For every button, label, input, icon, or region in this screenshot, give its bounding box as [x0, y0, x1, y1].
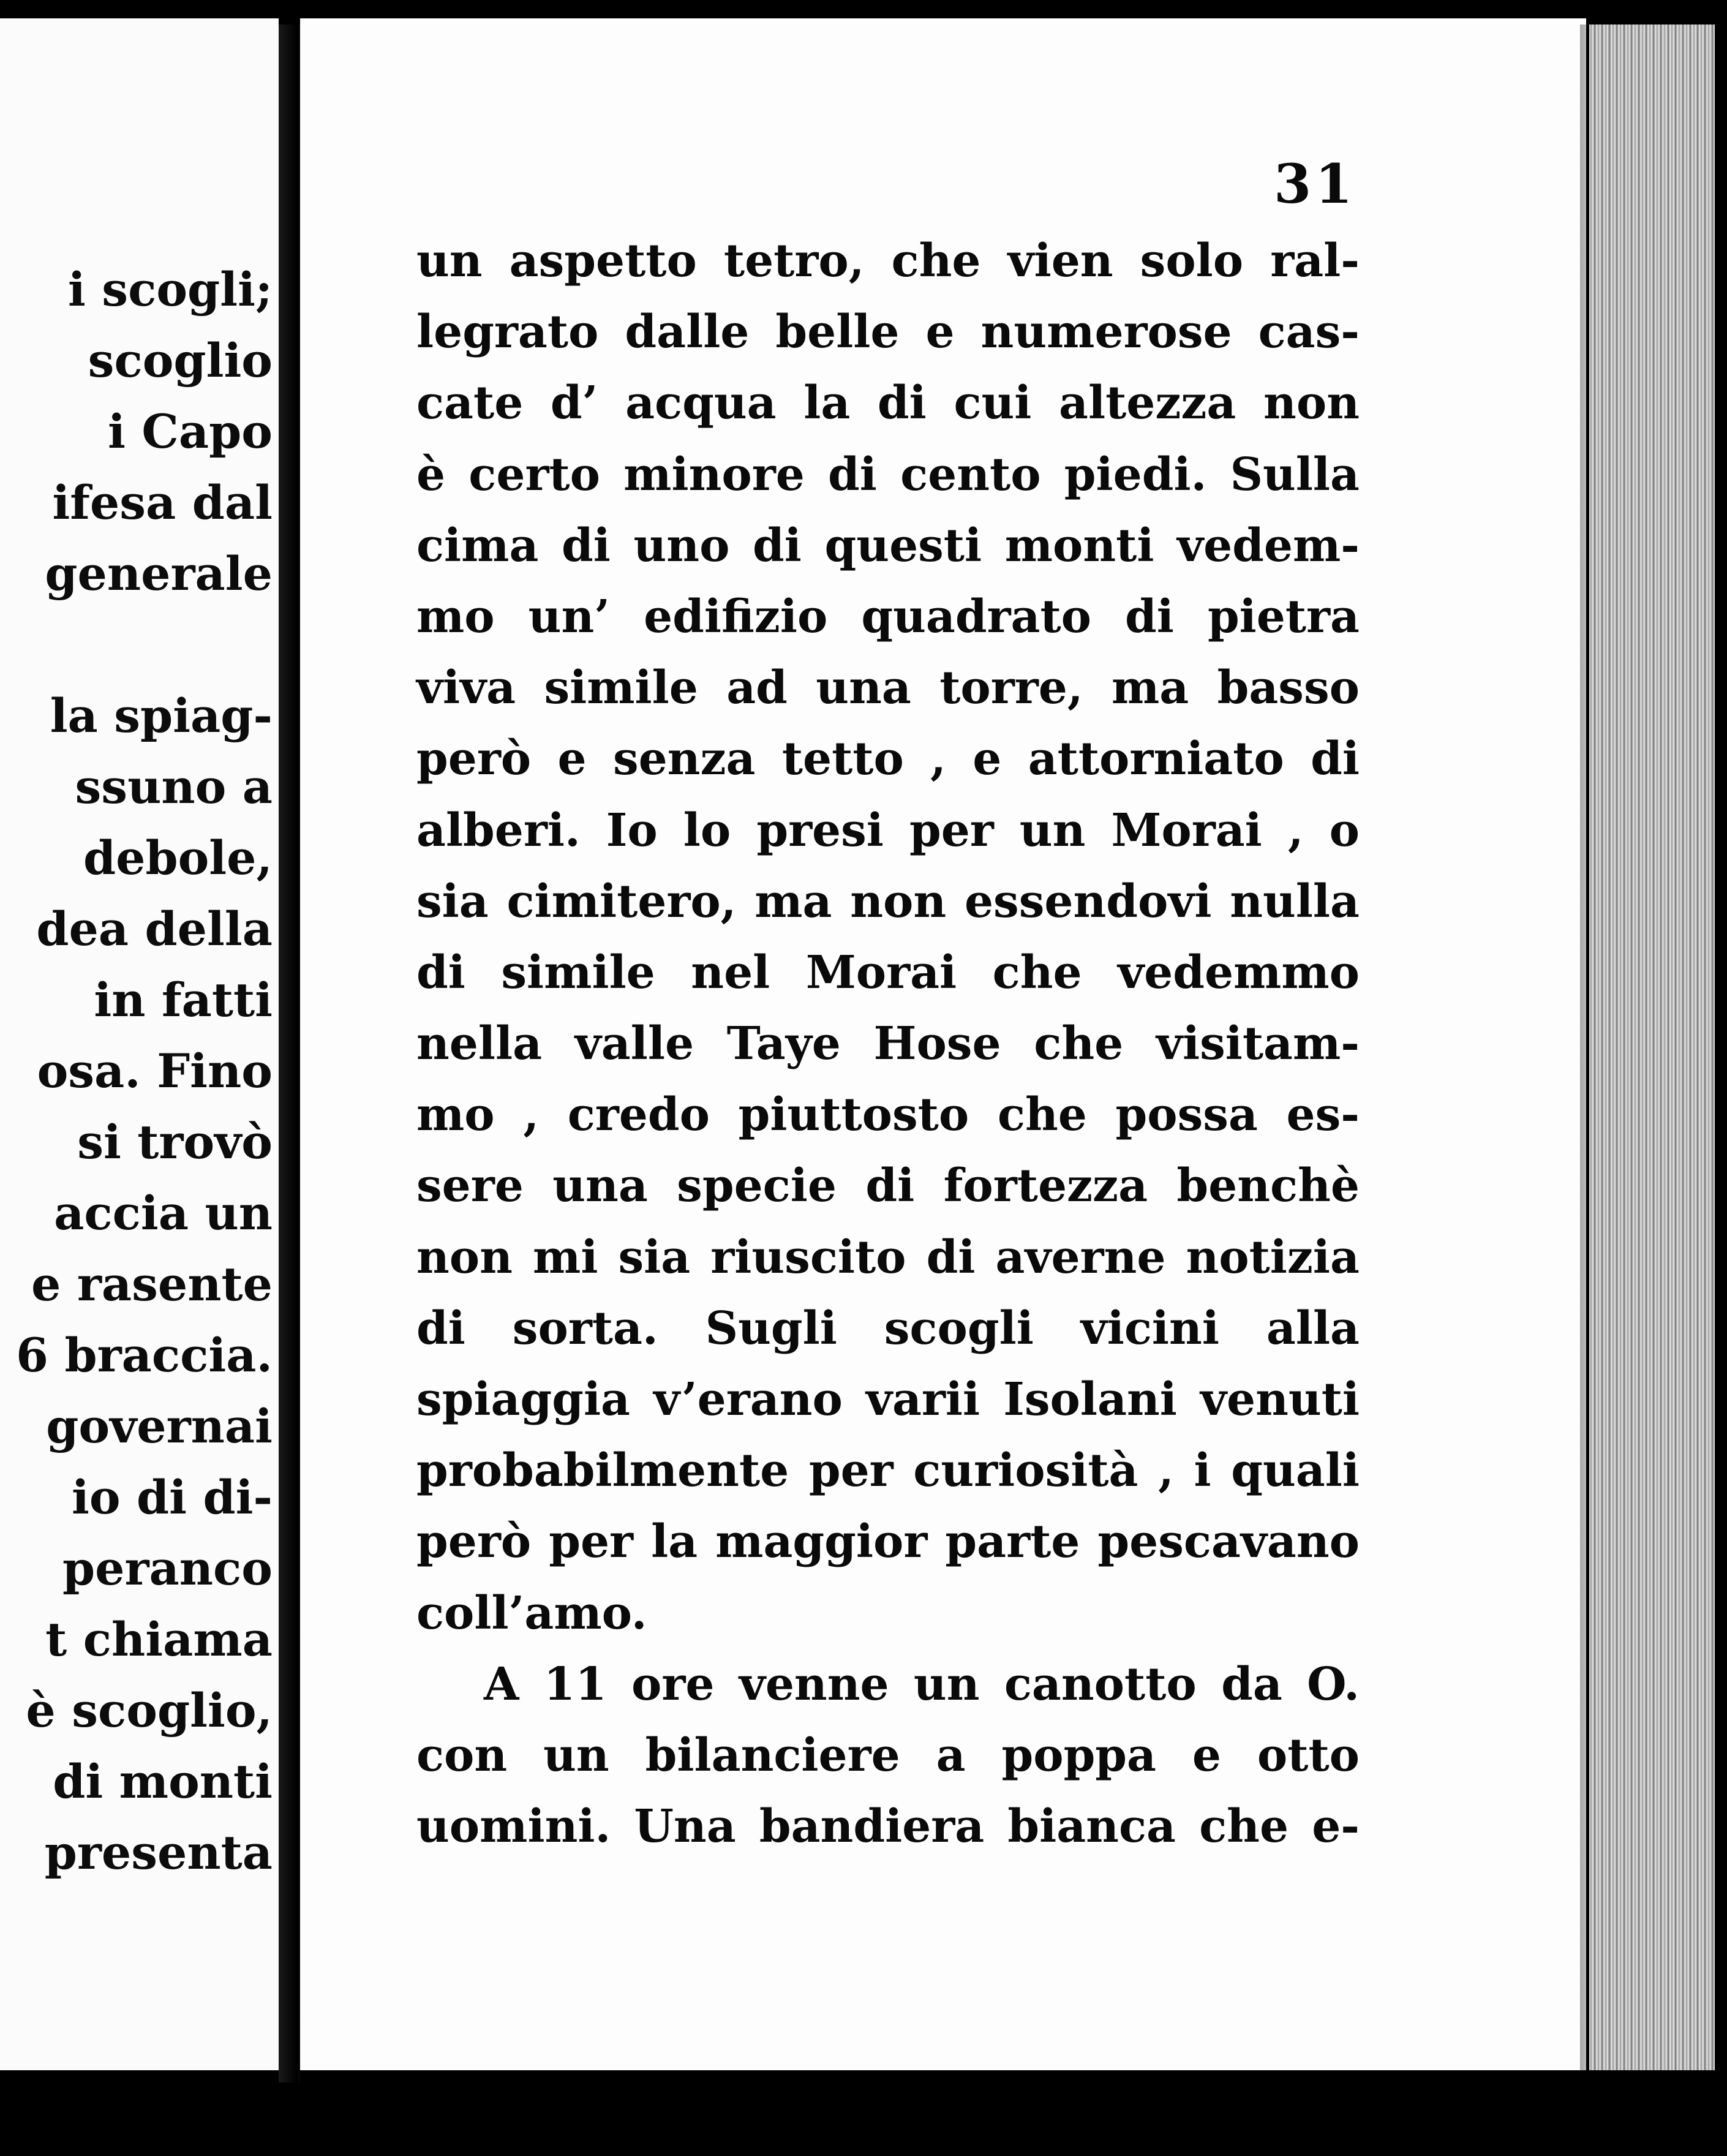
text-line: alberi. Io lo presi per un Morai , o [416, 804, 1360, 857]
text-line: mo un’ edifizio quadrato di pietra [416, 590, 1360, 643]
text-line: di sorta. Sugli scogli vicini alla [416, 1302, 1360, 1355]
text-line: mo , credo piuttosto che possa es- [416, 1088, 1360, 1142]
text-line: cate d’ acqua la di cui altezza non [416, 377, 1360, 430]
left-page-text [0, 254, 279, 1888]
text-line: A 11 ore venne un canotto da O. [484, 1657, 1360, 1711]
left-page-line: ifesa dal [52, 475, 273, 530]
text-line: sia cimitero, ma non essendovi nulla [416, 875, 1360, 928]
text-line: spiaggia v’erano varii Isolani venuti [416, 1373, 1360, 1426]
text-line: legrato dalle belle e numerose cas- [416, 306, 1360, 359]
text-line: però per la maggior parte pescavano [416, 1515, 1360, 1569]
text-line: di simile nel Morai che vedemmo [416, 946, 1360, 999]
left-page-line: 6 braccia. [16, 1328, 273, 1382]
text-line: coll’amo. [416, 1586, 647, 1640]
left-page-line: generale [45, 546, 273, 601]
left-page-line: peranco [62, 1541, 273, 1596]
body-text [416, 225, 1360, 1862]
left-page-line: dea della [36, 902, 273, 956]
left-page-line: scoglio [88, 333, 273, 388]
text-line: è certo minore di cento piedi. Sulla [416, 448, 1360, 501]
left-page-line: e rasente [31, 1257, 273, 1311]
left-page-line: governai [46, 1399, 273, 1453]
text-line: viva simile ad una torre, ma basso [416, 662, 1360, 715]
page-block-edge [1589, 24, 1715, 2119]
left-page-line: in fatti [94, 973, 273, 1027]
text-line: non mi sia riuscito di averne notizia [416, 1231, 1360, 1284]
left-page-line: la spiag- [50, 688, 273, 743]
left-page-line: i Capo [108, 404, 273, 459]
left-page-line: i scogli; [67, 262, 273, 317]
text-line: però e senza tetto , e attorniato di [416, 733, 1360, 786]
page-number: 31 [1274, 152, 1356, 216]
left-page-line: io di di- [71, 1470, 273, 1525]
text-line: con un bilanciere a poppa e otto [416, 1728, 1360, 1782]
left-page-line: ssuno a [75, 760, 273, 814]
left-page-line: è scoglio, [26, 1683, 273, 1738]
left-page-line: presenta [44, 1825, 273, 1880]
text-line: un aspetto tetro, che vien solo ral- [416, 235, 1360, 287]
text-line: sere una specie di fortezza benchè [416, 1159, 1360, 1213]
left-page-line: debole, [83, 831, 273, 885]
left-page-line: si trovò [77, 1115, 273, 1169]
text-line: uomini. Una bandiera bianca che e- [416, 1800, 1360, 1853]
left-page-line: accia un [54, 1186, 273, 1240]
text-line: nella valle Taye Hose che visitam- [416, 1017, 1360, 1071]
left-page-line: osa. Fino [37, 1044, 273, 1098]
text-line: cima di uno di questi monti vedem- [416, 519, 1360, 572]
left-page [0, 18, 279, 2070]
bottom-shadow [300, 2070, 1721, 2156]
left-page-line: di monti [53, 1754, 273, 1809]
left-page-line [0, 609, 279, 680]
left-page-line: t chiama [45, 1612, 273, 1667]
text-line: probabilmente per curiosità , i quali [416, 1444, 1360, 1498]
